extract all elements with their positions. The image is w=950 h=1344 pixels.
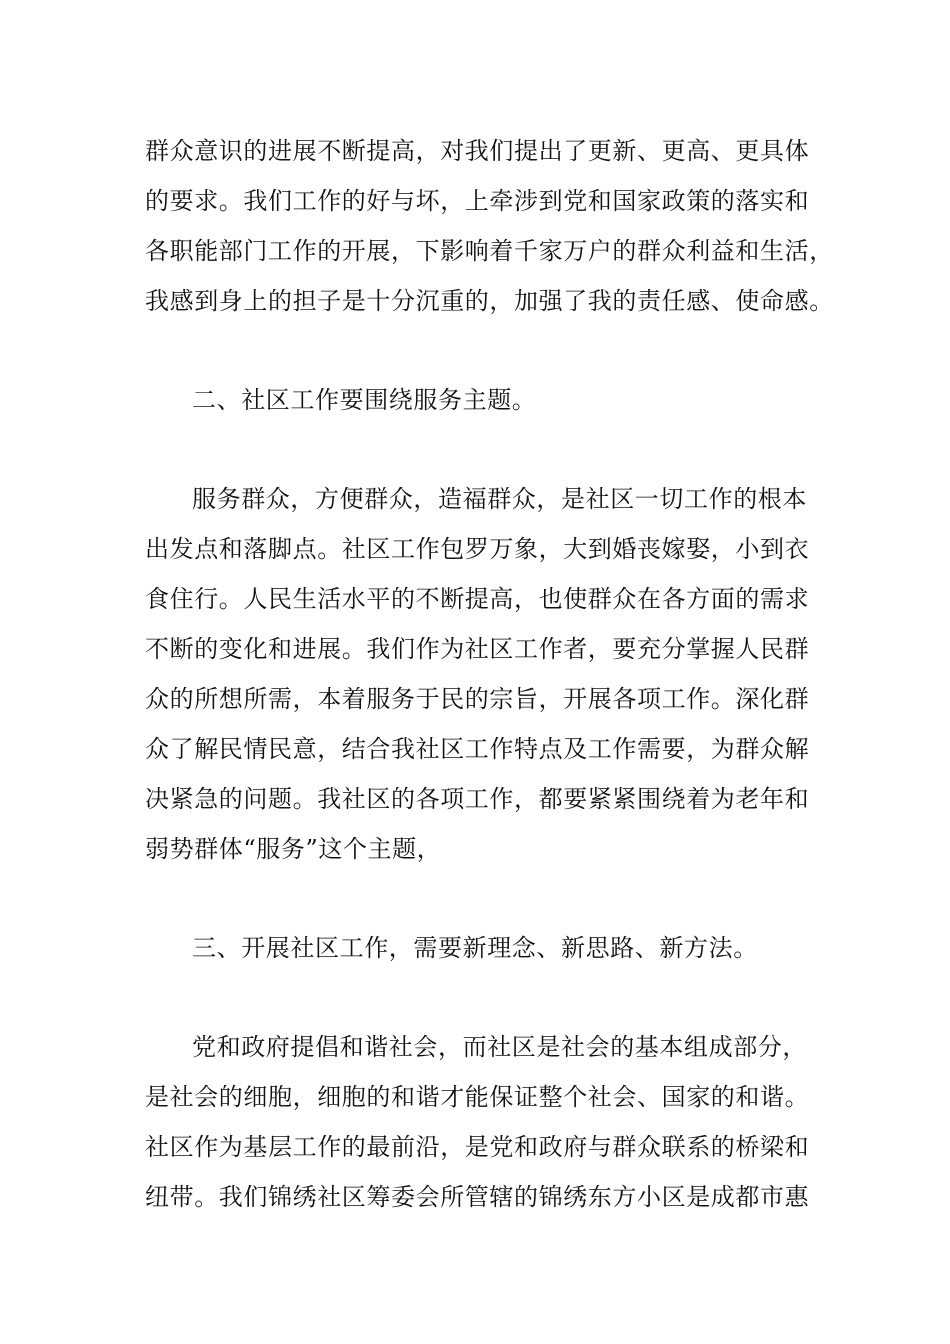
paragraph-line: 群众意识的进展不断提高，对我们提出了更新、更高、更具体: [145, 137, 810, 165]
paragraph-line: 社区作为基层工作的最前沿，是党和政府与群众联系的桥梁和: [145, 1133, 810, 1161]
paragraph-line: 出发点和落脚点。社区工作包罗万象，大到婚丧嫁娶，小到衣: [145, 535, 810, 563]
section-heading-2: 二、社区工作要围绕服务主题。: [192, 386, 537, 414]
paragraph-line: 众了解民情民意，结合我社区工作特点及工作需要，为群众解: [145, 735, 810, 763]
paragraph-line: 众的所想所需，本着服务于民的宗旨，开展各项工作。深化群: [145, 685, 810, 713]
paragraph-line: 各职能部门工作的开展，下影响着千家万户的群众利益和生活，: [145, 237, 834, 265]
paragraph-line: 服务群众，方便群众，造福群众，是社区一切工作的根本: [192, 485, 807, 513]
paragraph-line: 弱势群体“服务”这个主题，: [145, 835, 442, 863]
paragraph-line: 不断的变化和进展。我们作为社区工作者，要充分掌握人民群: [145, 635, 810, 663]
paragraph-line: 是社会的细胞，细胞的和谐才能保证整个社会、国家的和谐。: [145, 1083, 810, 1111]
paragraph-line: 决紧急的问题。我社区的各项工作，都要紧紧围绕着为老年和: [145, 785, 810, 813]
paragraph-line: 我感到身上的担子是十分沉重的，加强了我的责任感、使命感。: [145, 287, 834, 315]
paragraph-line: 的要求。我们工作的好与坏，上牵涉到党和国家政策的落实和: [145, 187, 810, 215]
paragraph-line: 食住行。人民生活水平的不断提高，也使群众在各方面的需求: [145, 585, 810, 613]
paragraph-line: 纽带。我们锦绣社区筹委会所管辖的锦绣东方小区是成都市惠: [145, 1183, 810, 1211]
paragraph-line: 党和政府提倡和谐社会，而社区是社会的基本组成部分，: [192, 1033, 807, 1061]
section-heading-3: 三、开展社区工作，需要新理念、新思路、新方法。: [192, 934, 758, 962]
